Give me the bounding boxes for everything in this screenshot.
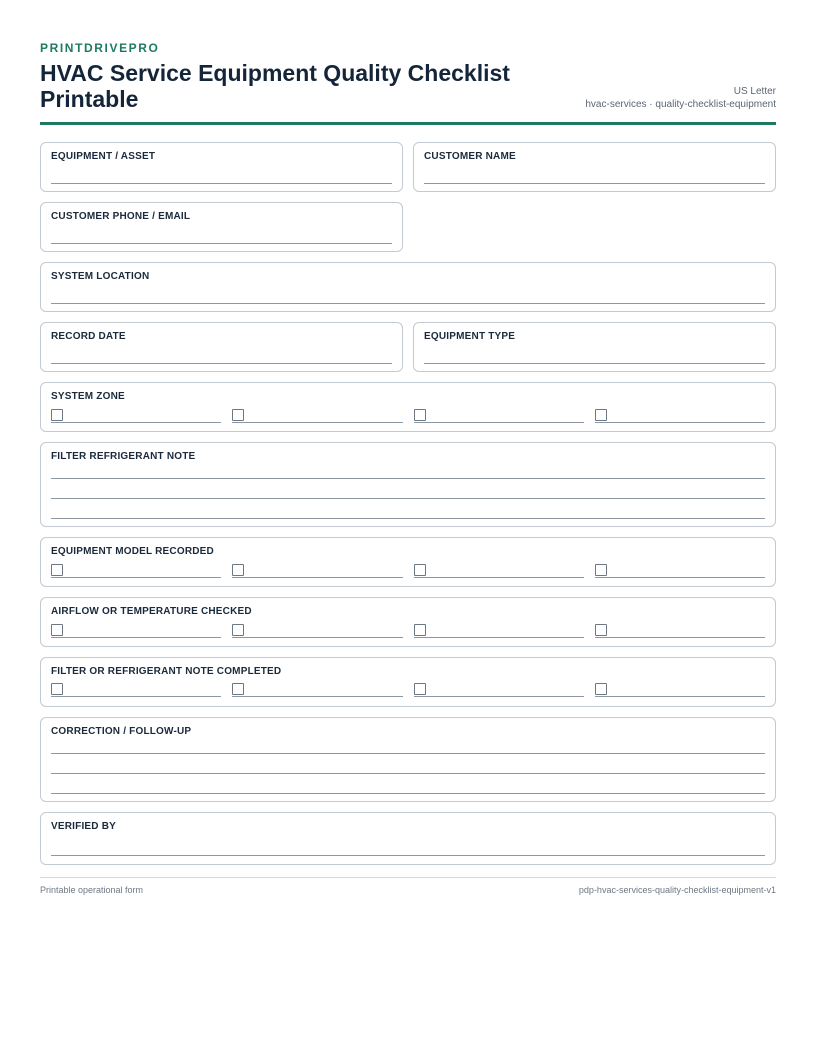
- customer-name-field: [413, 142, 776, 192]
- checkbox[interactable]: [595, 683, 607, 695]
- checkbox[interactable]: [232, 683, 244, 695]
- system-zone-option[interactable]: [414, 409, 584, 423]
- checklist-option[interactable]: [414, 564, 584, 578]
- checklist-option[interactable]: [595, 683, 765, 697]
- customer-contact-field: [40, 202, 403, 252]
- checklist-option[interactable]: [51, 683, 221, 697]
- header-divider: [40, 122, 776, 125]
- equipment-type-input-line[interactable]: [424, 363, 765, 364]
- customer-name-input-line[interactable]: [424, 183, 765, 184]
- system-zone-option[interactable]: [232, 409, 402, 423]
- filter-refrigerant-note-field: [40, 442, 776, 527]
- checkbox[interactable]: [232, 409, 244, 421]
- record-date-field: [40, 322, 403, 372]
- checkbox[interactable]: [51, 624, 63, 636]
- checkbox[interactable]: [595, 624, 607, 636]
- filter-note-completed-options: [51, 683, 765, 697]
- correction-follow-up-label: CORRECTION / FOLLOW-UP: [51, 726, 192, 737]
- system-location-label: SYSTEM LOCATION: [51, 271, 150, 282]
- customer-name-label: CUSTOMER NAME: [424, 151, 516, 162]
- document-meta: [585, 85, 776, 111]
- system-zone-options: [51, 409, 765, 423]
- checkbox[interactable]: [232, 624, 244, 636]
- system-zone-option[interactable]: [51, 409, 221, 423]
- checklist-option[interactable]: [414, 683, 584, 697]
- footer-description: Printable operational form: [40, 885, 144, 895]
- equipment-model-recorded-options: [51, 564, 765, 578]
- checkbox[interactable]: [595, 409, 607, 421]
- airflow-checked-field: [40, 597, 776, 647]
- verified-by-field: [40, 812, 776, 865]
- note-line[interactable]: [51, 498, 765, 499]
- note-line[interactable]: [51, 478, 765, 479]
- checklist-option[interactable]: [232, 683, 402, 697]
- note-line[interactable]: [51, 753, 765, 754]
- system-location-input-line[interactable]: [51, 303, 765, 304]
- checklist-option[interactable]: [595, 564, 765, 578]
- checkbox[interactable]: [414, 683, 426, 695]
- checkbox[interactable]: [414, 409, 426, 421]
- document-category: hvac-services · quality-checklist-equipment: [585, 99, 776, 110]
- filter-note-completed-field: [40, 657, 776, 707]
- footer-divider: [40, 877, 776, 878]
- equipment-asset-field: [40, 142, 403, 192]
- airflow-checked-label: AIRFLOW OR TEMPERATURE CHECKED: [51, 606, 252, 617]
- correction-follow-up-field: [40, 717, 776, 802]
- note-line[interactable]: [51, 773, 765, 774]
- airflow-checked-options: [51, 624, 765, 638]
- equipment-type-label: EQUIPMENT TYPE: [424, 331, 516, 342]
- checklist-option[interactable]: [51, 624, 221, 638]
- footer-document-id: pdp-hvac-services-quality-checklist-equipment-v1: [578, 885, 776, 895]
- equipment-model-recorded-label: EQUIPMENT MODEL RECORDED: [51, 546, 214, 557]
- checklist-option[interactable]: [595, 624, 765, 638]
- system-location-field: [40, 262, 776, 312]
- equipment-asset-input-line[interactable]: [51, 183, 392, 184]
- customer-contact-input-line[interactable]: [51, 243, 392, 244]
- record-date-label: RECORD DATE: [51, 331, 126, 342]
- equipment-model-recorded-field: [40, 537, 776, 587]
- checkbox[interactable]: [51, 564, 63, 576]
- checkbox[interactable]: [414, 624, 426, 636]
- system-zone-label: SYSTEM ZONE: [51, 391, 125, 402]
- checkbox[interactable]: [232, 564, 244, 576]
- note-line[interactable]: [51, 793, 765, 794]
- paper-size: US Letter: [733, 86, 776, 97]
- filter-note-completed-label: FILTER OR REFRIGERANT NOTE COMPLETED: [51, 666, 282, 677]
- record-date-input-line[interactable]: [51, 363, 392, 364]
- verified-by-label: VERIFIED BY: [51, 821, 116, 832]
- checkbox[interactable]: [595, 564, 607, 576]
- filter-refrigerant-note-label: FILTER REFRIGERANT NOTE: [51, 451, 196, 462]
- page-title: HVAC Service Equipment Quality Checklist Printable: [40, 60, 510, 112]
- checkbox[interactable]: [51, 683, 63, 695]
- equipment-asset-label: EQUIPMENT / ASSET: [51, 151, 156, 162]
- brand-name: PRINTDRIVEPRO: [40, 41, 160, 55]
- checkbox[interactable]: [414, 564, 426, 576]
- equipment-type-field: [413, 322, 776, 372]
- checklist-option[interactable]: [414, 624, 584, 638]
- customer-contact-label: CUSTOMER PHONE / EMAIL: [51, 211, 191, 222]
- system-zone-option[interactable]: [595, 409, 765, 423]
- system-zone-field: [40, 382, 776, 432]
- checklist-option[interactable]: [232, 624, 402, 638]
- note-line[interactable]: [51, 518, 765, 519]
- checklist-option[interactable]: [51, 564, 221, 578]
- verified-by-input-line[interactable]: [51, 855, 765, 856]
- checklist-option[interactable]: [232, 564, 402, 578]
- checkbox[interactable]: [51, 409, 63, 421]
